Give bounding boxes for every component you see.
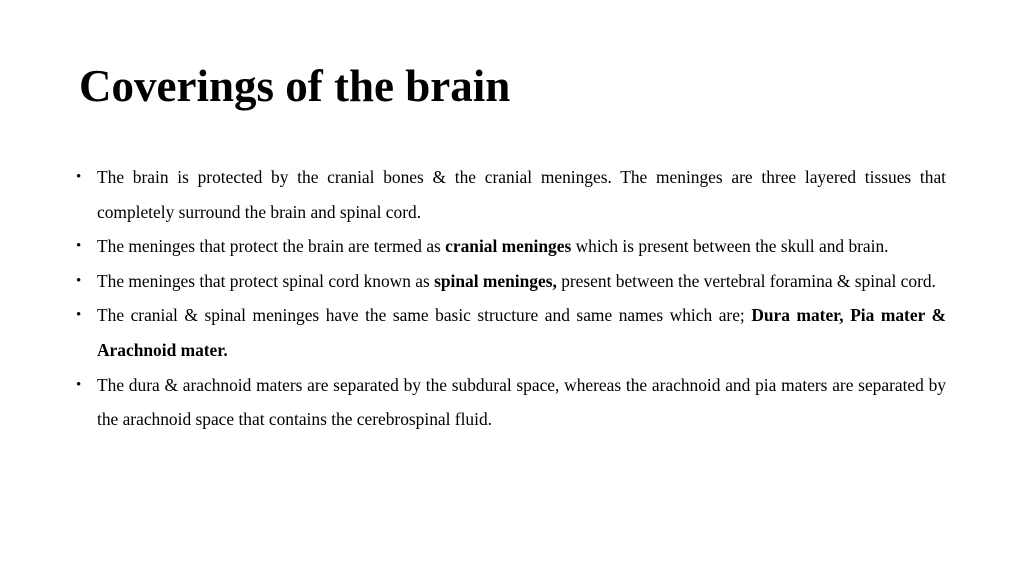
bullet-item <box>76 229 946 264</box>
bullet-item <box>76 160 946 229</box>
bullet-item <box>76 298 946 367</box>
bullet-icon: • <box>76 307 82 324</box>
bullet-bold-text: spinal meninges, <box>434 270 557 291</box>
bullet-text: The meninges that protect the brain are termed as <box>97 236 446 257</box>
bullet-bold-text: Dura mater, Pia mater & Arachnoid mater. <box>97 305 946 360</box>
bullet-text: present between the vertebral foramina & spinal cord. <box>556 270 936 291</box>
bullet-text: The brain is protected by the cranial bones & the cranial meninges. The meninges are three layered tissues that completely surround the brain and spinal cord. <box>97 167 946 222</box>
page-title: Coverings of the brain <box>79 61 511 111</box>
bullet-text: The meninges that protect spinal cord known as <box>97 270 435 291</box>
bullet-item <box>76 264 946 299</box>
bullet-icon: • <box>76 272 82 289</box>
bullet-icon: • <box>76 238 82 255</box>
bullet-bold-text: cranial meninges <box>445 236 572 257</box>
bullet-text: The dura & arachnoid maters are separated by the subdural space, whereas the arachnoid and pia maters are separated by the arachnoid space that contains the cerebrospinal fluid. <box>97 374 946 430</box>
bullet-text: The cranial & spinal meninges have the same basic structure and same names which are; <box>97 305 752 326</box>
bullet-item <box>76 368 946 437</box>
bullet-text: which is present between the skull and brain. <box>571 236 889 257</box>
bullet-icon: • <box>76 169 82 185</box>
bullet-list <box>76 160 946 437</box>
bullet-icon: • <box>76 376 82 393</box>
